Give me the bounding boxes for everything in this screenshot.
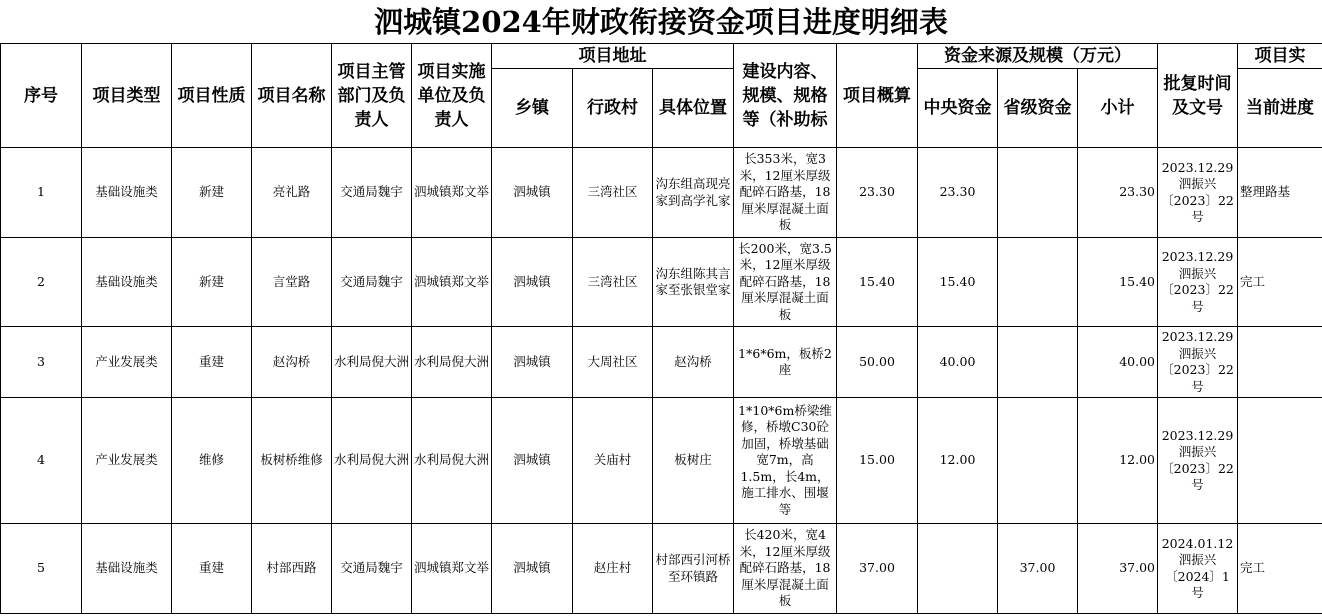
cell-type: 基础设施类 [82,148,172,238]
cell-progress: 完工 [1238,238,1322,327]
header-funds-group: 资金来源及规模（万元） [918,44,1158,69]
header-type: 项目类型 [82,44,172,148]
cell-name: 板树桥维修 [252,398,332,524]
cell-approval: 2024.01.12泗振兴〔2024〕1号 [1158,524,1238,614]
header-subtotal: 小计 [1078,69,1158,148]
cell-nature: 重建 [172,524,252,614]
cell-unit: 泗城镇郑文举 [412,524,492,614]
project-table [0,43,1322,614]
cell-unit: 泗城镇郑文举 [412,148,492,238]
cell-provincial [998,327,1078,398]
cell-subtotal: 37.00 [1078,524,1158,614]
cell-progress: 整理路基 [1238,148,1322,238]
cell-location: 赵沟桥 [653,327,734,398]
cell-location: 板树庄 [653,398,734,524]
table-row [1,148,1322,238]
header-village: 行政村 [573,69,653,148]
table-row [1,398,1322,524]
cell-name: 村部西路 [252,524,332,614]
cell-unit: 水利局倪大洲 [412,327,492,398]
cell-town: 泗城镇 [492,398,573,524]
cell-content: 长420米，宽4米，12厘米厚级配碎石路基，18厘米厚混凝土面板 [734,524,837,614]
cell-town: 泗城镇 [492,148,573,238]
cell-progress: 完工 [1238,524,1322,614]
cell-type: 产业发展类 [82,398,172,524]
cell-seq: 2 [1,238,82,327]
header-progress: 当前进度 [1238,69,1322,148]
cell-type: 产业发展类 [82,327,172,398]
cell-provincial [998,148,1078,238]
cell-subtotal: 23.30 [1078,148,1158,238]
header-approval: 批复时间及文号 [1158,44,1238,148]
cell-subtotal: 12.00 [1078,398,1158,524]
cell-nature: 新建 [172,238,252,327]
header-content: 建设内容、规模、规格等（补助标 [734,44,837,148]
cell-nature: 维修 [172,398,252,524]
cell-subtotal: 40.00 [1078,327,1158,398]
header-town: 乡镇 [492,69,573,148]
header-unit: 项目实施单位及负责人 [412,44,492,148]
cell-village: 赵庄村 [573,524,653,614]
cell-provincial [998,238,1078,327]
cell-town: 泗城镇 [492,524,573,614]
cell-approval: 2023.12.29泗振兴〔2023〕22号 [1158,238,1238,327]
cell-content: 长200米，宽3.5米，12厘米厚级配碎石路基，18厘米厚混凝土面板 [734,238,837,327]
cell-location: 沟东组陈其言家至张银堂家 [653,238,734,327]
cell-central: 40.00 [918,327,998,398]
cell-content: 1*10*6m桥梁维修，桥墩C30砼加固，桥墩基础宽7m，高1.5m，长4m，施工排水、围堰等 [734,398,837,524]
cell-budget: 50.00 [837,327,918,398]
cell-name: 亮礼路 [252,148,332,238]
cell-content: 长353米，宽3米，12厘米厚级配碎石路基，18厘米厚混凝土面板 [734,148,837,238]
cell-seq: 4 [1,398,82,524]
cell-town: 泗城镇 [492,238,573,327]
cell-approval: 2023.12.29泗振兴〔2023〕22号 [1158,327,1238,398]
cell-central: 15.40 [918,238,998,327]
cell-unit: 泗城镇郑文举 [412,238,492,327]
table-row [1,524,1322,614]
cell-town: 泗城镇 [492,327,573,398]
cell-nature: 新建 [172,148,252,238]
cell-location: 村部西引河桥至环镇路 [653,524,734,614]
cell-dept: 水利局倪大洲 [332,327,412,398]
header-provincial: 省级资金 [998,69,1078,148]
cell-dept: 交通局魏宇 [332,148,412,238]
cell-budget: 15.00 [837,398,918,524]
cell-provincial: 37.00 [998,524,1078,614]
cell-seq: 5 [1,524,82,614]
header-name: 项目名称 [252,44,332,148]
page-title: 泗城镇2024年财政衔接资金项目进度明细表 [374,5,948,39]
cell-budget: 15.40 [837,238,918,327]
cell-name: 赵沟桥 [252,327,332,398]
header-dept: 项目主管部门及负责人 [332,44,412,148]
cell-subtotal: 15.40 [1078,238,1158,327]
cell-village: 大周社区 [573,327,653,398]
cell-type: 基础设施类 [82,524,172,614]
cell-name: 言堂路 [252,238,332,327]
cell-approval: 2023.12.29泗振兴〔2023〕22号 [1158,398,1238,524]
header-budget: 项目概算 [837,44,918,148]
cell-approval: 2023.12.29泗振兴〔2023〕22号 [1158,148,1238,238]
cell-dept: 交通局魏宇 [332,524,412,614]
cell-budget: 37.00 [837,524,918,614]
cell-progress [1238,398,1322,524]
cell-type: 基础设施类 [82,238,172,327]
cell-nature: 重建 [172,327,252,398]
cell-seq: 3 [1,327,82,398]
cell-central [918,524,998,614]
cell-provincial [998,398,1078,524]
cell-village: 三湾社区 [573,148,653,238]
cell-seq: 1 [1,148,82,238]
cell-budget: 23.30 [837,148,918,238]
header-nature: 项目性质 [172,44,252,148]
cell-central: 23.30 [918,148,998,238]
cell-central: 12.00 [918,398,998,524]
cell-location: 沟东组高现亮家到高学礼家 [653,148,734,238]
header-central: 中央资金 [918,69,998,148]
table-row [1,238,1322,327]
cell-unit: 水利局倪大洲 [412,398,492,524]
header-location: 具体位置 [653,69,734,148]
cell-dept: 交通局魏宇 [332,238,412,327]
cell-content: 1*6*6m，板桥2座 [734,327,837,398]
cell-village: 三湾社区 [573,238,653,327]
cell-progress [1238,327,1322,398]
cell-dept: 水利局倪大洲 [332,398,412,524]
cell-village: 关庙村 [573,398,653,524]
header-seq: 序号 [1,44,82,148]
header-address-group: 项目地址 [492,44,734,69]
header-progress-group: 项目实 [1238,44,1322,69]
table-row [1,327,1322,398]
